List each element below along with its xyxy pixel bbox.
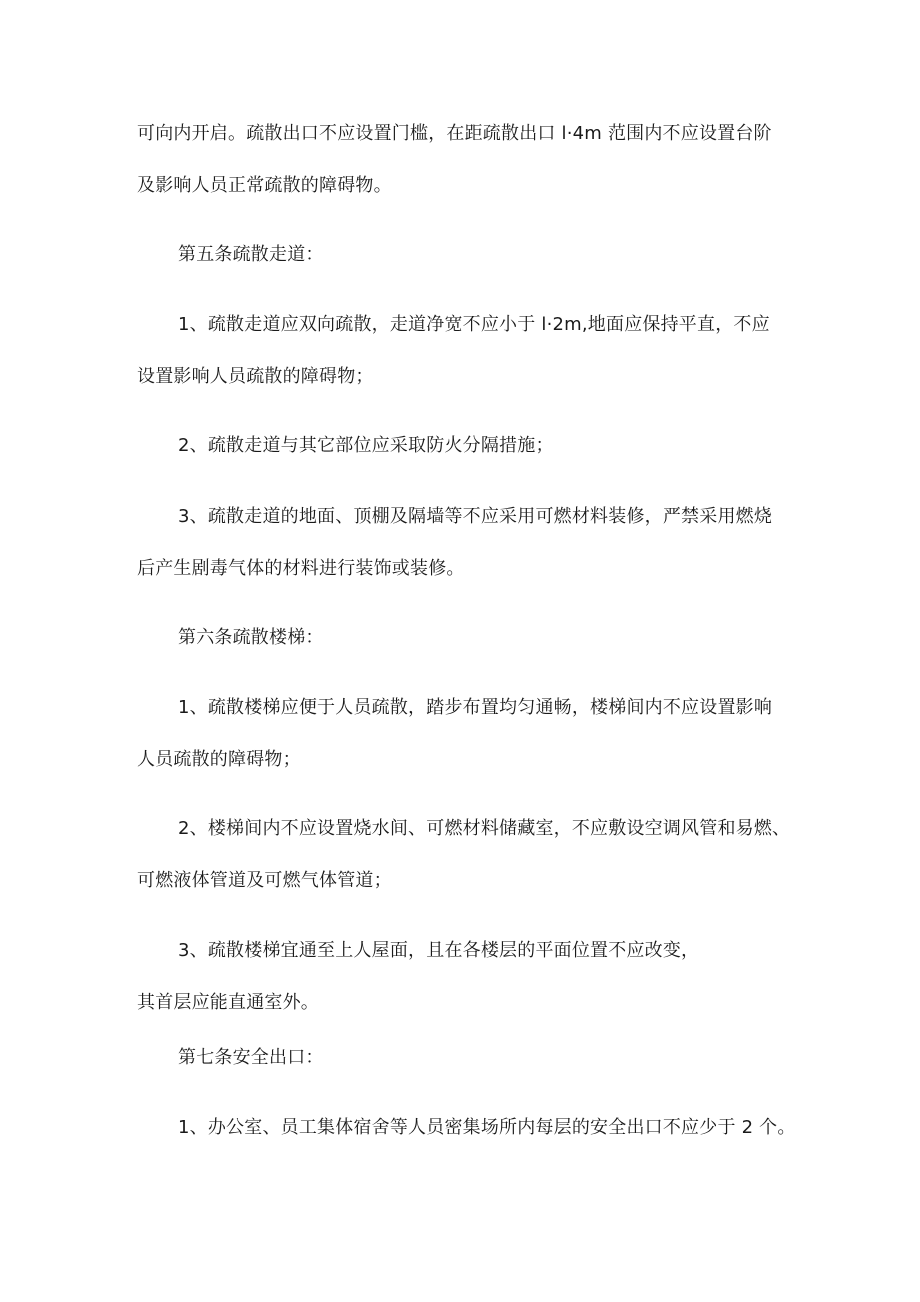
article-heading: 第六条疏散楼梯：	[178, 627, 324, 648]
article-heading: 第五条疏散走道：	[178, 244, 324, 265]
paragraph-line: 3、疏散走道的地面、顶棚及隔墙等不应采用可燃材料装修，严禁采用燃烧	[178, 506, 773, 527]
paragraph-line: 设置影响人员疏散的障碍物；	[137, 366, 374, 387]
article-heading: 第七条安全出口：	[178, 1047, 324, 1068]
paragraph-line: 后产生剧毒气体的材料进行装饰或装修。	[137, 558, 465, 579]
paragraph-line: 1、疏散楼梯应便于人员疏散，踏步布置均匀通畅，楼梯间内不应设置影响	[178, 697, 773, 718]
paragraph-line: 可向内开启。疏散出口不应设置门槛，在距疏散出口 l·4m 范围内不应设置台阶	[137, 123, 772, 144]
paragraph-line: 1、办公室、员工集体宿舍等人员密集场所内每层的安全出口不应少于 2 个。	[178, 1117, 796, 1138]
paragraph-line: 其首层应能直通室外。	[137, 992, 319, 1013]
paragraph-line: 2、疏散走道与其它部位应采取防火分隔措施；	[178, 435, 554, 456]
paragraph-line: 2、楼梯间内不应设置烧水间、可燃材料储藏室，不应敷设空调风管和易燃、	[178, 818, 791, 839]
paragraph-line: 3、疏散楼梯宜通至上人屋面，且在各楼层的平面位置不应改变，	[178, 940, 700, 961]
paragraph-line: 可燃液体管道及可燃气体管道；	[137, 870, 392, 891]
paragraph-line: 人员疏散的障碍物；	[137, 749, 301, 770]
paragraph-line: 及影响人员正常疏散的障碍物。	[137, 175, 392, 196]
paragraph-line: 1、疏散走道应双向疏散，走道净宽不应小于 l·2m,地面应保持平直，不应	[178, 314, 770, 335]
